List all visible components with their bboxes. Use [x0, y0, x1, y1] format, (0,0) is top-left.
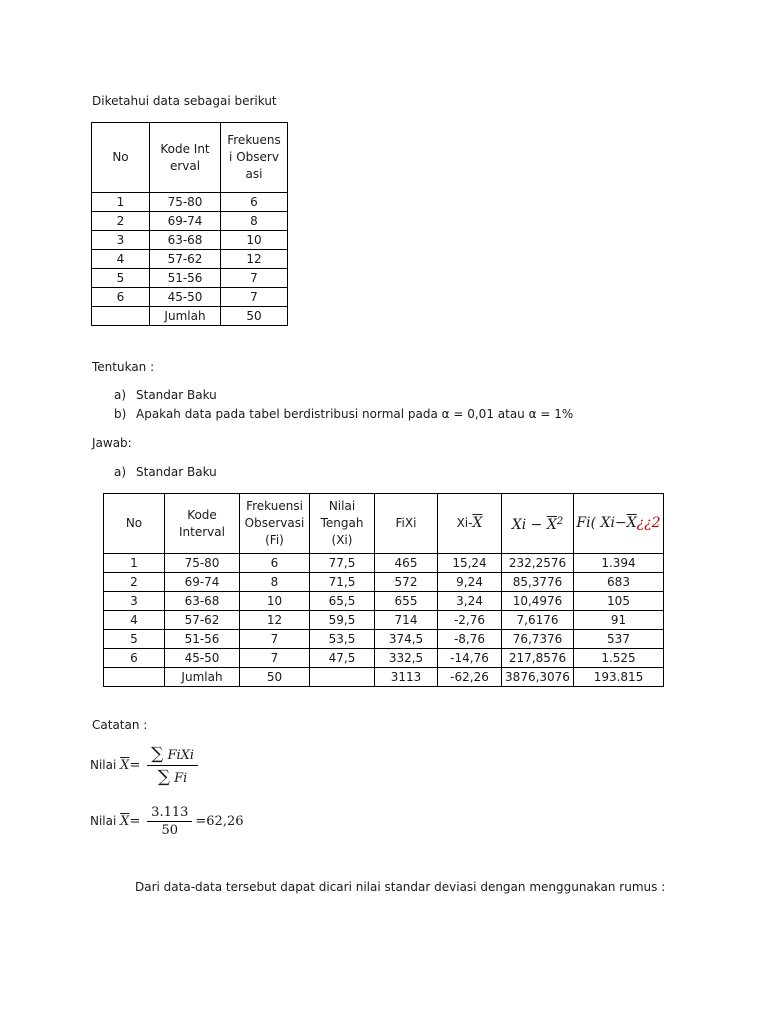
question-b: b) Apakah data pada tabel berdistribusi normal pada α = 0,01 atau α = 1%	[114, 407, 574, 421]
header-xi-minus-mean: $Xi-\overline{X}$	[438, 494, 502, 554]
table-cell: 47,5	[310, 649, 375, 668]
table-cell: 1	[92, 193, 150, 212]
table-cell: 77,5	[310, 554, 375, 573]
table-cell: -8,76	[438, 630, 502, 649]
table-row	[104, 592, 664, 611]
header-kode-interval: Kode Interval	[150, 123, 221, 193]
table-row	[92, 288, 288, 307]
table-cell: 10,4976	[502, 592, 574, 611]
table-cell: 4	[104, 611, 165, 630]
table-cell: 45-50	[165, 649, 240, 668]
table-cell: 7	[221, 269, 288, 288]
table-cell: 85,3776	[502, 573, 574, 592]
table-cell: 75-80	[165, 554, 240, 573]
table-cell: 50	[240, 668, 310, 687]
table-row	[92, 269, 288, 288]
table-cell: 3,24	[438, 592, 502, 611]
table-cell: 1	[104, 554, 165, 573]
table-cell: 91	[574, 611, 664, 630]
table-row	[104, 630, 664, 649]
table-cell: 714	[375, 611, 438, 630]
table-cell: 10	[221, 231, 288, 250]
table-cell: 7	[240, 649, 310, 668]
question-a: a) Standar Baku	[114, 388, 217, 402]
table-cell: 537	[574, 630, 664, 649]
frequency-table	[91, 122, 288, 326]
table-cell: 683	[574, 573, 664, 592]
table-cell: 5	[92, 269, 150, 288]
table-header-row	[104, 494, 664, 554]
table-header-row	[92, 123, 288, 193]
table-cell: 655	[375, 592, 438, 611]
table-cell: 12	[240, 611, 310, 630]
table-cell: 63-68	[150, 231, 221, 250]
table-cell: 2	[104, 573, 165, 592]
mean-calculation: Nilai $\overline{X}=$ $\frac{3.113}{50}$ =62,26	[90, 805, 244, 838]
frequency-table-body	[92, 193, 288, 326]
table-row	[92, 231, 288, 250]
catatan-label: Catatan :	[92, 718, 148, 732]
table-cell: 105	[574, 592, 664, 611]
table-cell: 6	[92, 288, 150, 307]
table-cell: 71,5	[310, 573, 375, 592]
header-fixi: FiXi	[375, 494, 438, 554]
table-row	[104, 668, 664, 687]
table-cell: 232,2576	[502, 554, 574, 573]
table-cell: 8	[221, 212, 288, 231]
mean-formula: Nilai $\overline{X}=$ $\frac{\text{∑ FiXi}}{\sum Fi}$	[90, 744, 201, 787]
table-cell: 69-74	[150, 212, 221, 231]
table-row	[92, 193, 288, 212]
table-cell: 374,5	[375, 630, 438, 649]
table-cell: 76,7376	[502, 630, 574, 649]
table-cell: -2,76	[438, 611, 502, 630]
table-cell: 3113	[375, 668, 438, 687]
header-frekuensi: Frekuensi Observasi	[221, 123, 288, 193]
table-cell: 75-80	[150, 193, 221, 212]
table-cell: 53,5	[310, 630, 375, 649]
table-cell: 10	[240, 592, 310, 611]
table-cell: 6	[240, 554, 310, 573]
intro-text: Diketahui data sebagai berikut	[92, 94, 277, 108]
table-cell: Jumlah	[165, 668, 240, 687]
table-cell: 7,6176	[502, 611, 574, 630]
header-no: No	[92, 123, 150, 193]
table-cell	[92, 307, 150, 326]
table-cell: -14,76	[438, 649, 502, 668]
calculation-table	[103, 493, 664, 687]
table-cell: 2	[92, 212, 150, 231]
header-no: No	[104, 494, 165, 554]
header-nilai-tengah: Nilai Tengah (Xi)	[310, 494, 375, 554]
table-cell: 51-56	[150, 269, 221, 288]
table-row	[104, 649, 664, 668]
table-cell: 7	[240, 630, 310, 649]
header-squared-deviation: $Xi - \overline{X}^2$	[502, 494, 574, 554]
closing-text: Dari data-data tersebut dapat dicari nilai standar deviasi dengan menggunakan rumus :	[135, 880, 666, 894]
table-cell: Jumlah	[150, 307, 221, 326]
table-cell: 217,8576	[502, 649, 574, 668]
table-cell: 45-50	[150, 288, 221, 307]
table-row	[92, 212, 288, 231]
table-cell: 6	[221, 193, 288, 212]
table-cell: 332,5	[375, 649, 438, 668]
table-cell: 8	[240, 573, 310, 592]
header-kode-interval: Kode Interval	[165, 494, 240, 554]
table-cell	[310, 668, 375, 687]
table-cell: 3876,3076	[502, 668, 574, 687]
table-cell: 15,24	[438, 554, 502, 573]
header-frekuensi-observasi: Frekuensi Observasi (Fi)	[240, 494, 310, 554]
table-row	[104, 573, 664, 592]
table-cell: 59,5	[310, 611, 375, 630]
table-cell: 1.525	[574, 649, 664, 668]
table-cell: 465	[375, 554, 438, 573]
table-cell: -62,26	[438, 668, 502, 687]
table-cell: 51-56	[165, 630, 240, 649]
table-cell: 6	[104, 649, 165, 668]
table-cell: 65,5	[310, 592, 375, 611]
table-cell: 4	[92, 250, 150, 269]
table-row	[104, 611, 664, 630]
table-cell: 193.815	[574, 668, 664, 687]
table-cell: 50	[221, 307, 288, 326]
table-cell: 12	[221, 250, 288, 269]
table-cell: 57-62	[165, 611, 240, 630]
table-row	[92, 250, 288, 269]
table-cell: 69-74	[165, 573, 240, 592]
table-cell: 57-62	[150, 250, 221, 269]
calculation-table-body	[104, 554, 664, 687]
table-cell	[104, 668, 165, 687]
table-cell: 7	[221, 288, 288, 307]
table-cell: 5	[104, 630, 165, 649]
answer-a: a) Standar Baku	[114, 465, 217, 479]
header-weighted-squared-deviation: Fi( $Xi-\overline{X}¿¿2$	[574, 494, 664, 554]
table-cell: 572	[375, 573, 438, 592]
jawab-label: Jawab:	[92, 436, 132, 450]
table-cell: 63-68	[165, 592, 240, 611]
table-cell: 1.394	[574, 554, 664, 573]
table-cell: 9,24	[438, 573, 502, 592]
table-row	[92, 307, 288, 326]
table-cell: 3	[104, 592, 165, 611]
table-cell: 3	[92, 231, 150, 250]
table-row	[104, 554, 664, 573]
tentukan-label: Tentukan :	[92, 360, 155, 374]
